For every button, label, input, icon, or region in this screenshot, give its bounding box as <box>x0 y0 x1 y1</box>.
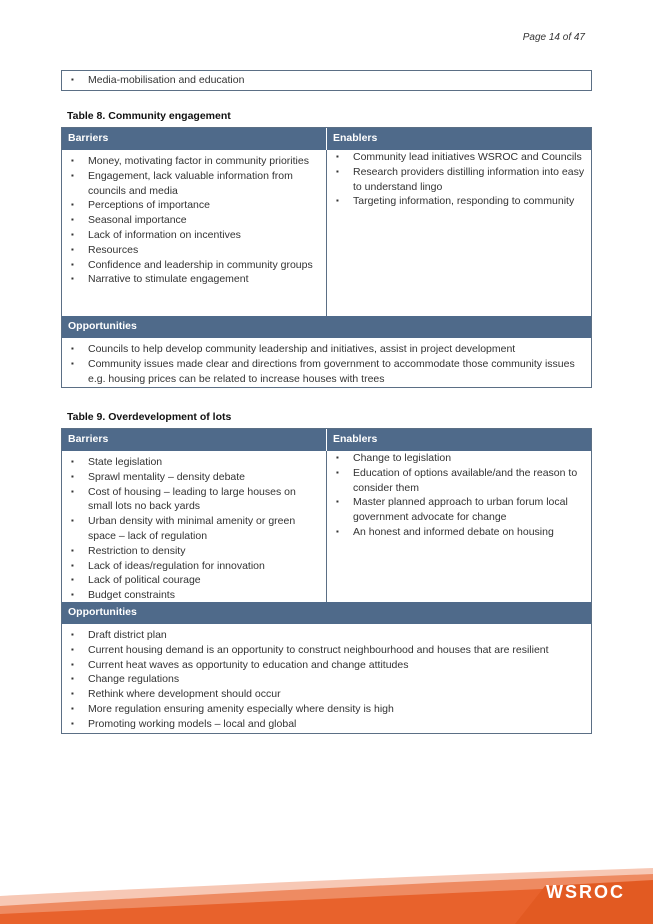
square-bullet-icon: ▪ <box>71 644 74 654</box>
square-bullet-icon: ▪ <box>71 689 74 699</box>
list-item-text: Media-mobilisation and education <box>88 74 245 86</box>
list-item <box>68 169 320 199</box>
square-bullet-icon: ▪ <box>71 200 74 210</box>
square-bullet-icon: ▪ <box>71 575 74 585</box>
square-bullet-icon: ▪ <box>336 152 339 161</box>
table9-barriers-list <box>68 455 320 603</box>
list-item-text: Community issues made clear and directions from government to accommodate those community issues e.g. housing prices can be related to increase houses with trees <box>88 357 575 385</box>
square-bullet-icon: ▪ <box>336 453 339 462</box>
square-bullet-icon: ▪ <box>71 703 74 713</box>
square-bullet-icon: ▪ <box>71 344 74 353</box>
list-item <box>68 73 585 88</box>
square-bullet-icon: ▪ <box>336 196 339 206</box>
list-item <box>68 717 585 732</box>
list-item-text: Master planned approach to urban forum local government advocate for change <box>353 496 568 524</box>
list-item <box>68 672 585 687</box>
list-item-text: Lack of information on incentives <box>88 228 241 241</box>
square-bullet-icon: ▪ <box>71 244 74 254</box>
list-item <box>68 485 320 515</box>
square-bullet-icon: ▪ <box>71 170 74 180</box>
list-item <box>68 702 585 717</box>
square-bullet-icon: ▪ <box>71 659 74 669</box>
list-item <box>333 525 585 540</box>
list-item <box>68 243 320 258</box>
list-item <box>68 258 320 273</box>
list-item <box>68 357 585 387</box>
table9-opportunities-header: Opportunities <box>68 606 137 618</box>
square-bullet-icon: ▪ <box>71 560 74 570</box>
table8-caption: Table 8. Community engagement <box>67 110 231 122</box>
list-item <box>68 573 320 588</box>
wsroc-logo: WSROC <box>546 882 625 902</box>
square-bullet-icon: ▪ <box>71 471 74 481</box>
square-bullet-icon: ▪ <box>71 516 74 526</box>
list-item <box>68 588 320 603</box>
list-item-text: Cost of housing – leading to large houses on small lots no back yards <box>88 485 296 513</box>
list-item-text: Current housing demand is an opportunity to construct neighbourhood and houses that are resilient <box>88 643 549 656</box>
square-bullet-icon: ▪ <box>71 674 74 684</box>
table9-opportunities-header-row <box>62 602 591 624</box>
list-item-text: Money, motivating factor in community priorities <box>88 155 309 167</box>
top-continuation-box <box>61 70 592 91</box>
table9-enablers-header: Enablers <box>326 429 591 451</box>
square-bullet-icon: ▪ <box>336 526 339 536</box>
list-item <box>333 451 585 466</box>
list-item <box>68 559 320 574</box>
list-item-text: Councils to help develop community leadership and initiatives, assist in project development <box>88 343 516 355</box>
list-item <box>333 495 585 525</box>
table9 <box>61 428 592 734</box>
table9-header-row <box>62 429 591 451</box>
table8-opportunities-list <box>68 342 585 386</box>
square-bullet-icon: ▪ <box>71 75 74 84</box>
list-item <box>68 455 320 470</box>
table8-opportunities-header: Opportunities <box>68 320 137 332</box>
list-item <box>68 514 320 544</box>
square-bullet-icon: ▪ <box>71 259 74 269</box>
square-bullet-icon: ▪ <box>71 545 74 555</box>
list-item <box>333 165 585 195</box>
square-bullet-icon: ▪ <box>71 274 74 284</box>
list-item-text: An honest and informed debate on housing <box>353 525 554 538</box>
square-bullet-icon: ▪ <box>336 497 339 507</box>
list-item-text: More regulation ensuring amenity especially where density is high <box>88 702 394 715</box>
list-item-text: Urban density with minimal amenity or green space – lack of regulation <box>88 515 296 542</box>
list-item <box>68 628 585 643</box>
table8-opportunities-header-row <box>62 316 591 338</box>
list-item-text: Draft district plan <box>88 629 167 641</box>
list-item-text: Community lead initiatives WSROC and Councils <box>353 151 582 163</box>
list-item-text: Seasonal importance <box>88 214 187 227</box>
table9-caption: Table 9. Overdevelopment of lots <box>67 411 232 423</box>
list-item-text: Confidence and leadership in community groups <box>88 258 313 271</box>
square-bullet-icon: ▪ <box>336 467 339 477</box>
table9-barriers-header: Barriers <box>68 433 109 445</box>
list-item-text: Research providers distilling information into easy to understand lingo <box>353 165 585 193</box>
table8 <box>61 127 592 388</box>
list-item-text: Restriction to density <box>88 544 186 557</box>
list-item <box>68 687 585 702</box>
square-bullet-icon: ▪ <box>71 486 74 496</box>
list-item <box>333 466 585 496</box>
table8-header-row <box>62 128 591 150</box>
list-item-text: Resources <box>88 243 139 256</box>
square-bullet-icon: ▪ <box>71 358 74 368</box>
list-item-text: Rethink where development should occur <box>88 688 281 701</box>
square-bullet-icon: ▪ <box>71 156 74 165</box>
list-item-text: Change regulations <box>88 673 180 686</box>
list-item <box>68 342 585 357</box>
square-bullet-icon: ▪ <box>71 229 74 239</box>
table8-barriers-list <box>68 154 320 287</box>
list-item-text: Promoting working models – local and global <box>88 717 297 730</box>
square-bullet-icon: ▪ <box>71 590 74 600</box>
list-item <box>333 150 585 165</box>
list-item <box>68 470 320 485</box>
list-item-text: Lack of political courage <box>88 574 201 587</box>
square-bullet-icon: ▪ <box>71 457 74 466</box>
list-item <box>68 198 320 213</box>
list-item-text: Lack of ideas/regulation for innovation <box>88 559 265 572</box>
list-item-text: Targeting information, responding to community <box>353 195 575 208</box>
list-item-text: Change to legislation <box>353 452 452 464</box>
top-list <box>68 73 585 88</box>
list-item-text: Education of options available/and the reason to consider them <box>353 466 578 494</box>
list-item <box>68 643 585 658</box>
list-item <box>68 213 320 228</box>
table9-enablers-list <box>333 451 585 540</box>
list-item <box>68 154 320 169</box>
square-bullet-icon: ▪ <box>336 166 339 176</box>
list-item <box>68 658 585 673</box>
table8-enablers-list <box>333 150 585 209</box>
table9-opportunities-list <box>68 628 585 732</box>
table8-enablers-header: Enablers <box>326 128 591 150</box>
list-item-text: Engagement, lack valuable information from councils and media <box>88 169 293 197</box>
list-item-text: Narrative to stimulate engagement <box>88 273 249 286</box>
list-item <box>333 194 585 209</box>
list-item <box>68 228 320 243</box>
list-item-text: Current heat waves as opportunity to education and change attitudes <box>88 658 409 671</box>
page-number: Page 14 of 47 <box>522 32 585 43</box>
list-item-text: Sprawl mentality – density debate <box>88 470 246 483</box>
square-bullet-icon: ▪ <box>71 718 74 728</box>
list-item <box>68 544 320 559</box>
square-bullet-icon: ▪ <box>71 630 74 639</box>
list-item <box>68 272 320 287</box>
list-item-text: Budget constraints <box>88 589 175 602</box>
square-bullet-icon: ▪ <box>71 215 74 225</box>
list-item-text: State legislation <box>88 456 163 468</box>
table8-barriers-header: Barriers <box>68 132 109 144</box>
list-item-text: Perceptions of importance <box>88 199 210 212</box>
